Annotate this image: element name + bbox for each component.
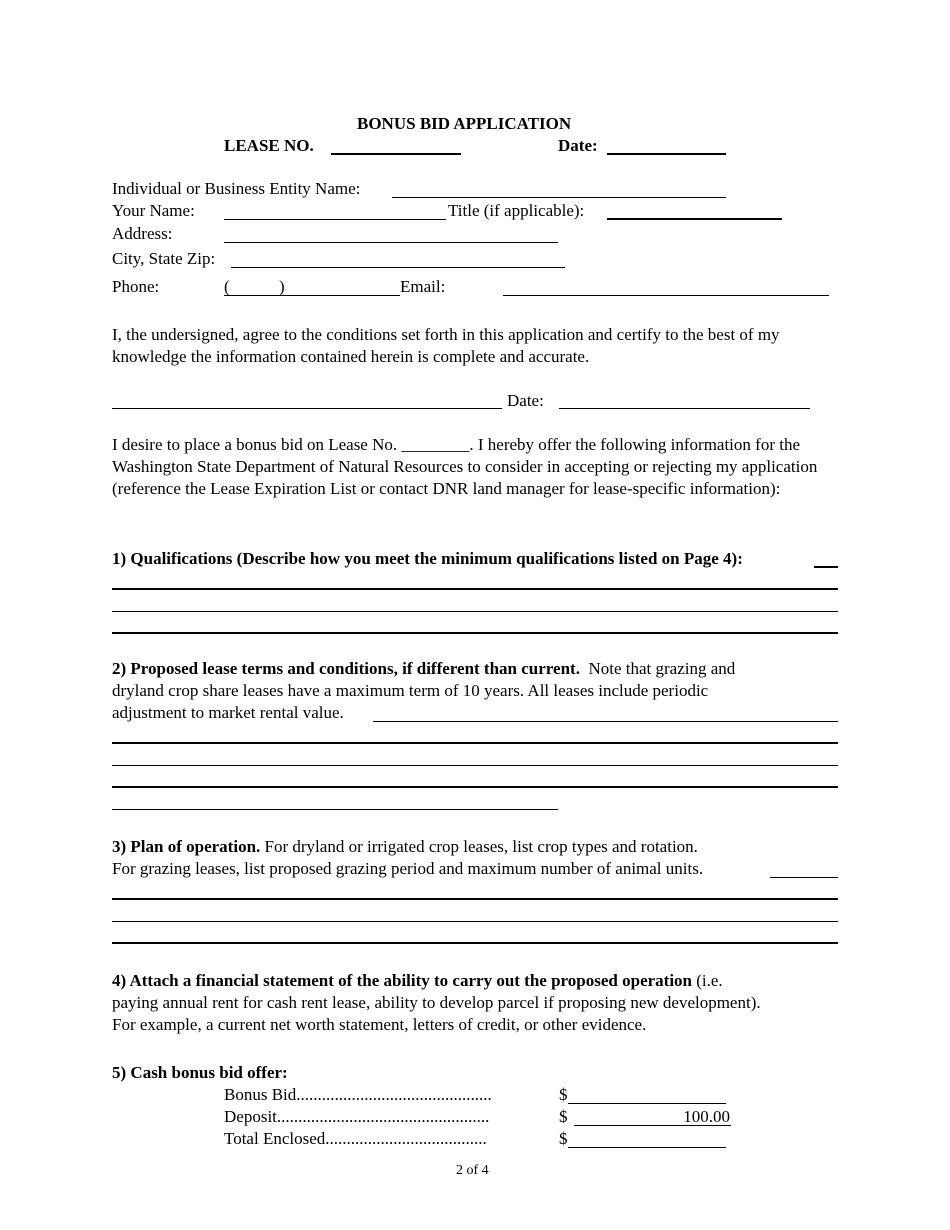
phone-area-open: ( [224, 277, 230, 296]
signature-date-label: Date: [507, 391, 544, 410]
section4-text1: (i.e. [696, 971, 723, 990]
deposit-currency: $ [559, 1107, 568, 1126]
section2-line[interactable] [112, 742, 838, 744]
deposit-label: Deposit.................................................. [224, 1107, 490, 1126]
section3-field-start[interactable] [770, 877, 838, 878]
phone-area-close: ) [279, 277, 285, 296]
section3-heading: 3) Plan of operation. [112, 837, 261, 856]
total-enclosed-label: Total Enclosed...................................... [224, 1129, 487, 1148]
section2-field-start[interactable] [373, 721, 838, 722]
section1-line[interactable] [112, 632, 838, 634]
entity-name-label: Individual or Business Entity Name: [112, 179, 361, 198]
title-label: Title (if applicable): [448, 201, 585, 220]
section4-text2: paying annual rent for cash rent lease, ability to develop parcel if proposing new development). [112, 993, 761, 1012]
section5-heading: 5) Cash bonus bid offer: [112, 1063, 288, 1082]
your-name-field[interactable] [224, 219, 446, 220]
header-date-label: Date: [558, 136, 598, 155]
section1-line[interactable] [112, 588, 838, 590]
email-field[interactable] [503, 295, 829, 296]
page-number: 2 of 4 [456, 1163, 489, 1178]
section3-line[interactable] [112, 898, 838, 900]
section2-line1 [112, 658, 735, 680]
bonus-bid-label: Bonus Bid.............................................. [224, 1085, 492, 1104]
lease-no-label: LEASE NO. [224, 136, 314, 155]
city-state-zip-field[interactable] [231, 267, 565, 268]
section2-heading: 2) Proposed lease terms and conditions, if different than current. [112, 659, 580, 678]
deposit-field[interactable] [574, 1125, 731, 1126]
bonus-bid-field[interactable] [568, 1103, 726, 1104]
city-state-zip-label: City, State Zip: [112, 249, 216, 268]
deposit-value[interactable]: 100.00 [683, 1107, 730, 1126]
section2-line[interactable] [112, 765, 838, 766]
section3-text2: For grazing leases, list proposed grazing period and maximum number of animal units. [112, 859, 704, 878]
bonus-bid-currency: $ [559, 1085, 568, 1104]
bonus-bid-value[interactable] [568, 1084, 726, 1104]
section3-line[interactable] [112, 942, 838, 944]
your-name-label: Your Name: [112, 201, 195, 220]
signature-date-field[interactable] [559, 408, 810, 409]
section2-line[interactable] [112, 786, 838, 788]
email-label: Email: [400, 277, 446, 296]
section3-text1: For dryland or irrigated crop leases, list crop types and rotation. [264, 837, 698, 856]
address-label: Address: [112, 224, 173, 243]
intro-text: I desire to place a bonus bid on Lease No. ________. I hereby offer the following information for the Washington State Department of Natural Resources to consider in accepting or rejecting my application (reference the Lease Expiration List or contact DNR land manager for lease-specific information): [112, 435, 818, 498]
address-field[interactable] [224, 242, 558, 243]
section1-heading: 1) Qualifications (Describe how you meet the minimum qualifications listed on Page 4): [112, 549, 743, 568]
section2-text3: adjustment to market rental value. [112, 703, 344, 722]
section4-heading: 4) Attach a financial statement of the ability to carry out the proposed operation [112, 971, 692, 990]
phone-label: Phone: [112, 277, 160, 296]
section3-line[interactable] [112, 921, 838, 922]
lease-no-field[interactable] [331, 153, 461, 155]
section1-line[interactable] [112, 611, 838, 612]
section1-field-start[interactable] [814, 566, 838, 568]
phone-field[interactable] [224, 295, 400, 296]
total-enclosed-currency: $ [559, 1129, 568, 1148]
form-title: BONUS BID APPLICATION [357, 114, 572, 133]
entity-name-field[interactable] [392, 197, 726, 198]
section3-line1 [112, 836, 698, 858]
section2-line[interactable] [112, 809, 558, 810]
signature-field[interactable] [112, 408, 502, 409]
section4-text3: For example, a current net worth statement, letters of credit, or other evidence. [112, 1015, 647, 1034]
section4-line1 [112, 970, 723, 992]
section2-text2: dryland crop share leases have a maximum term of 10 years. All leases include periodic [112, 681, 709, 700]
total-enclosed-value[interactable] [568, 1128, 726, 1148]
total-enclosed-field[interactable] [568, 1147, 726, 1148]
certification-text: I, the undersigned, agree to the conditions set forth in this application and certify to the best of my knowledge the information contained herein is complete and accurate. [112, 325, 780, 366]
header-date-field[interactable] [607, 153, 726, 155]
section2-text1: Note that grazing and [588, 659, 736, 678]
title-field[interactable] [607, 218, 782, 220]
